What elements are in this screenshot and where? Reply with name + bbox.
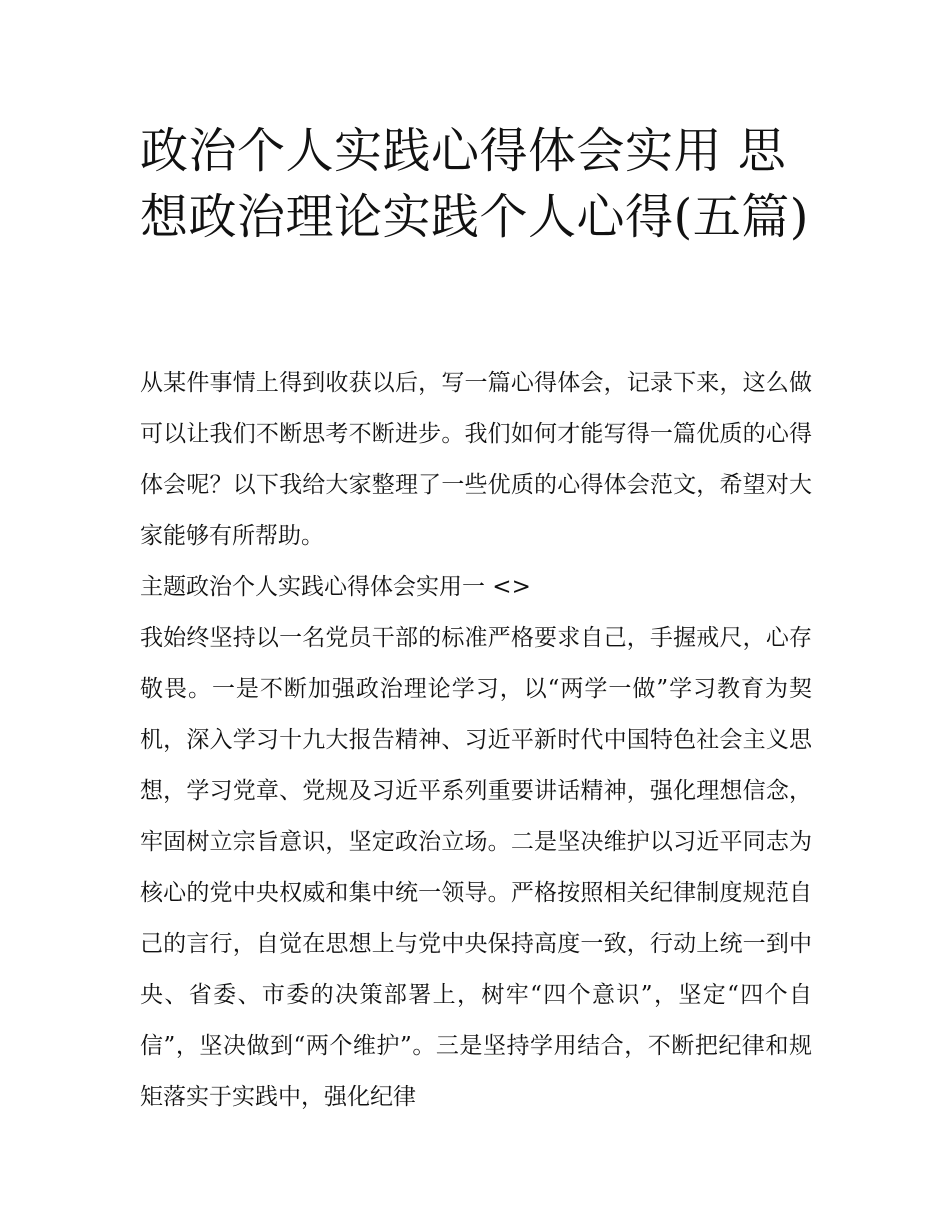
document-body	[140, 358, 812, 1123]
section-heading: 主题政治个人实践心得体会实用一 <>	[140, 574, 531, 600]
document-title: 政治个人实践心得体会实用 思想政治理论实践个人心得(五篇)	[140, 123, 809, 245]
section-paragraph: 我始终坚持以一名党员干部的标准严格要求自己，手握戒尺，心存敬畏。一是不断加强政治理论学习，以“两学一做”学习教育为契机，深入学习十九大报告精神、习近平新时代中国特色社会主义思想，学习党章、党规及习近平系列重要讲话精神，强化理想信念，牢固树立宗旨意识，坚定政治立场。二是坚决维护以习近平同志为核心的党中央权威和集中统一领导。严格按照相关纪律制度规范自己的言行，自觉在思想上与党中央保持高度一致，行动上统一到中央、省委、市委的决策部署上，树牢“四个意识”，坚定“四个自信”，坚决做到“两个维护”。三是坚持学用结合，不断把纪律和规矩落实于实践中，强化纪律	[140, 625, 812, 1110]
intro-paragraph: 从某件事情上得到收获以后，写一篇心得体会，记录下来，这么做可以让我们不断思考不断进步。我们如何才能写得一篇优质的心得体会呢？以下我给大家整理了一些优质的心得体会范文，希望对大家能够有所帮助。	[140, 370, 812, 549]
